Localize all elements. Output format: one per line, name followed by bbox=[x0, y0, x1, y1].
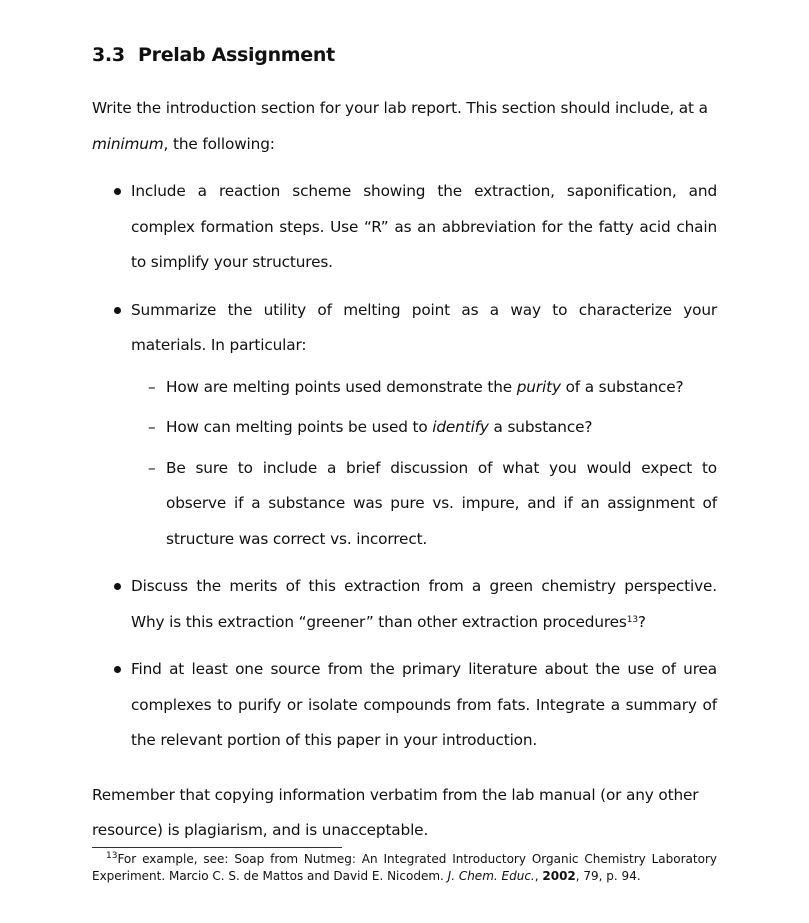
sublist-emphasis: purity bbox=[516, 377, 561, 396]
footnote bbox=[92, 851, 717, 885]
list-item-green-chemistry bbox=[92, 569, 717, 640]
list-item-melting-point bbox=[92, 293, 717, 558]
sublist-emphasis: identify bbox=[432, 418, 489, 436]
list-item-text-end: ? bbox=[637, 612, 646, 631]
sublist-text: How can melting points be used to bbox=[166, 418, 433, 436]
section-heading bbox=[92, 44, 335, 66]
bullet-icon bbox=[114, 583, 121, 590]
sublist-text-end: of a substance? bbox=[560, 377, 684, 396]
footnote-separator: , bbox=[534, 869, 543, 883]
footnote-year: 2002 bbox=[542, 869, 576, 883]
list-item-text: Summarize the utility of melting point as a way to characterize your materials. In particular: bbox=[131, 300, 717, 354]
sublist-item-discussion bbox=[131, 451, 717, 558]
list-item-literature-source bbox=[92, 652, 717, 759]
intro-paragraph bbox=[92, 90, 717, 162]
intro-emphasis: minimum bbox=[92, 135, 164, 153]
melting-point-sublist bbox=[131, 370, 717, 558]
footnote-reference[interactable]: 13 bbox=[626, 614, 638, 625]
sublist-text: How are melting points used demonstrate the bbox=[166, 377, 517, 396]
bullet-icon bbox=[114, 188, 121, 195]
requirements-list bbox=[92, 174, 717, 771]
list-item-text: Include a reaction scheme showing the extraction, saponification, and complex formation steps. Use “R” as an abbreviation for the fatty acid chain to simplify your structures. bbox=[131, 182, 717, 271]
list-item-reaction-scheme bbox=[92, 174, 717, 281]
section-number: 3.3 bbox=[92, 44, 125, 66]
sublist-text: Be sure to include a brief discussion of what you would expect to observe if a substance was pure vs. impure, and if an assignment of structure was correct vs. incorrect. bbox=[166, 458, 717, 548]
section-title-text: Prelab Assignment bbox=[138, 44, 335, 66]
dash-icon: – bbox=[148, 418, 156, 436]
list-item-text: Discuss the merits of this extraction from a green chemistry perspective. Why is this extraction “greener” than other extraction procedures bbox=[131, 577, 717, 631]
sublist-item-purity bbox=[131, 370, 717, 406]
list-item-text: Find at least one source from the primary literature about the use of urea complexes to purify or isolate compounds from fats. Integrate a summary of the relevant portion of this paper in your introduction. bbox=[131, 660, 717, 749]
dash-icon: – bbox=[148, 458, 156, 477]
intro-text: Write the introduction section for your lab report. This section should include, at a bbox=[92, 99, 708, 117]
bullet-icon bbox=[114, 666, 121, 673]
sublist-text-end: a substance? bbox=[488, 418, 593, 436]
footnote-divider bbox=[92, 847, 342, 848]
dash-icon: – bbox=[148, 377, 156, 396]
footnote-journal: J. Chem. Educ. bbox=[447, 869, 535, 883]
intro-text-end: , the following: bbox=[163, 135, 275, 153]
closing-paragraph: Remember that copying information verbatim from the lab manual (or any other resource) is plagiarism, and is unacceptable. bbox=[92, 786, 699, 839]
sublist-item-identify bbox=[131, 410, 717, 446]
footnote-text: For example, see: Soap from Nutmeg: An Integrated Introductory Organic Chemistry Laboratory Experiment. Marcio C. S. de Mattos and David E. Nicodem. bbox=[92, 852, 717, 883]
bullet-icon bbox=[114, 307, 121, 314]
footnote-marker: 13 bbox=[106, 851, 118, 861]
footnote-text-end: , 79, p. 94. bbox=[575, 869, 641, 883]
